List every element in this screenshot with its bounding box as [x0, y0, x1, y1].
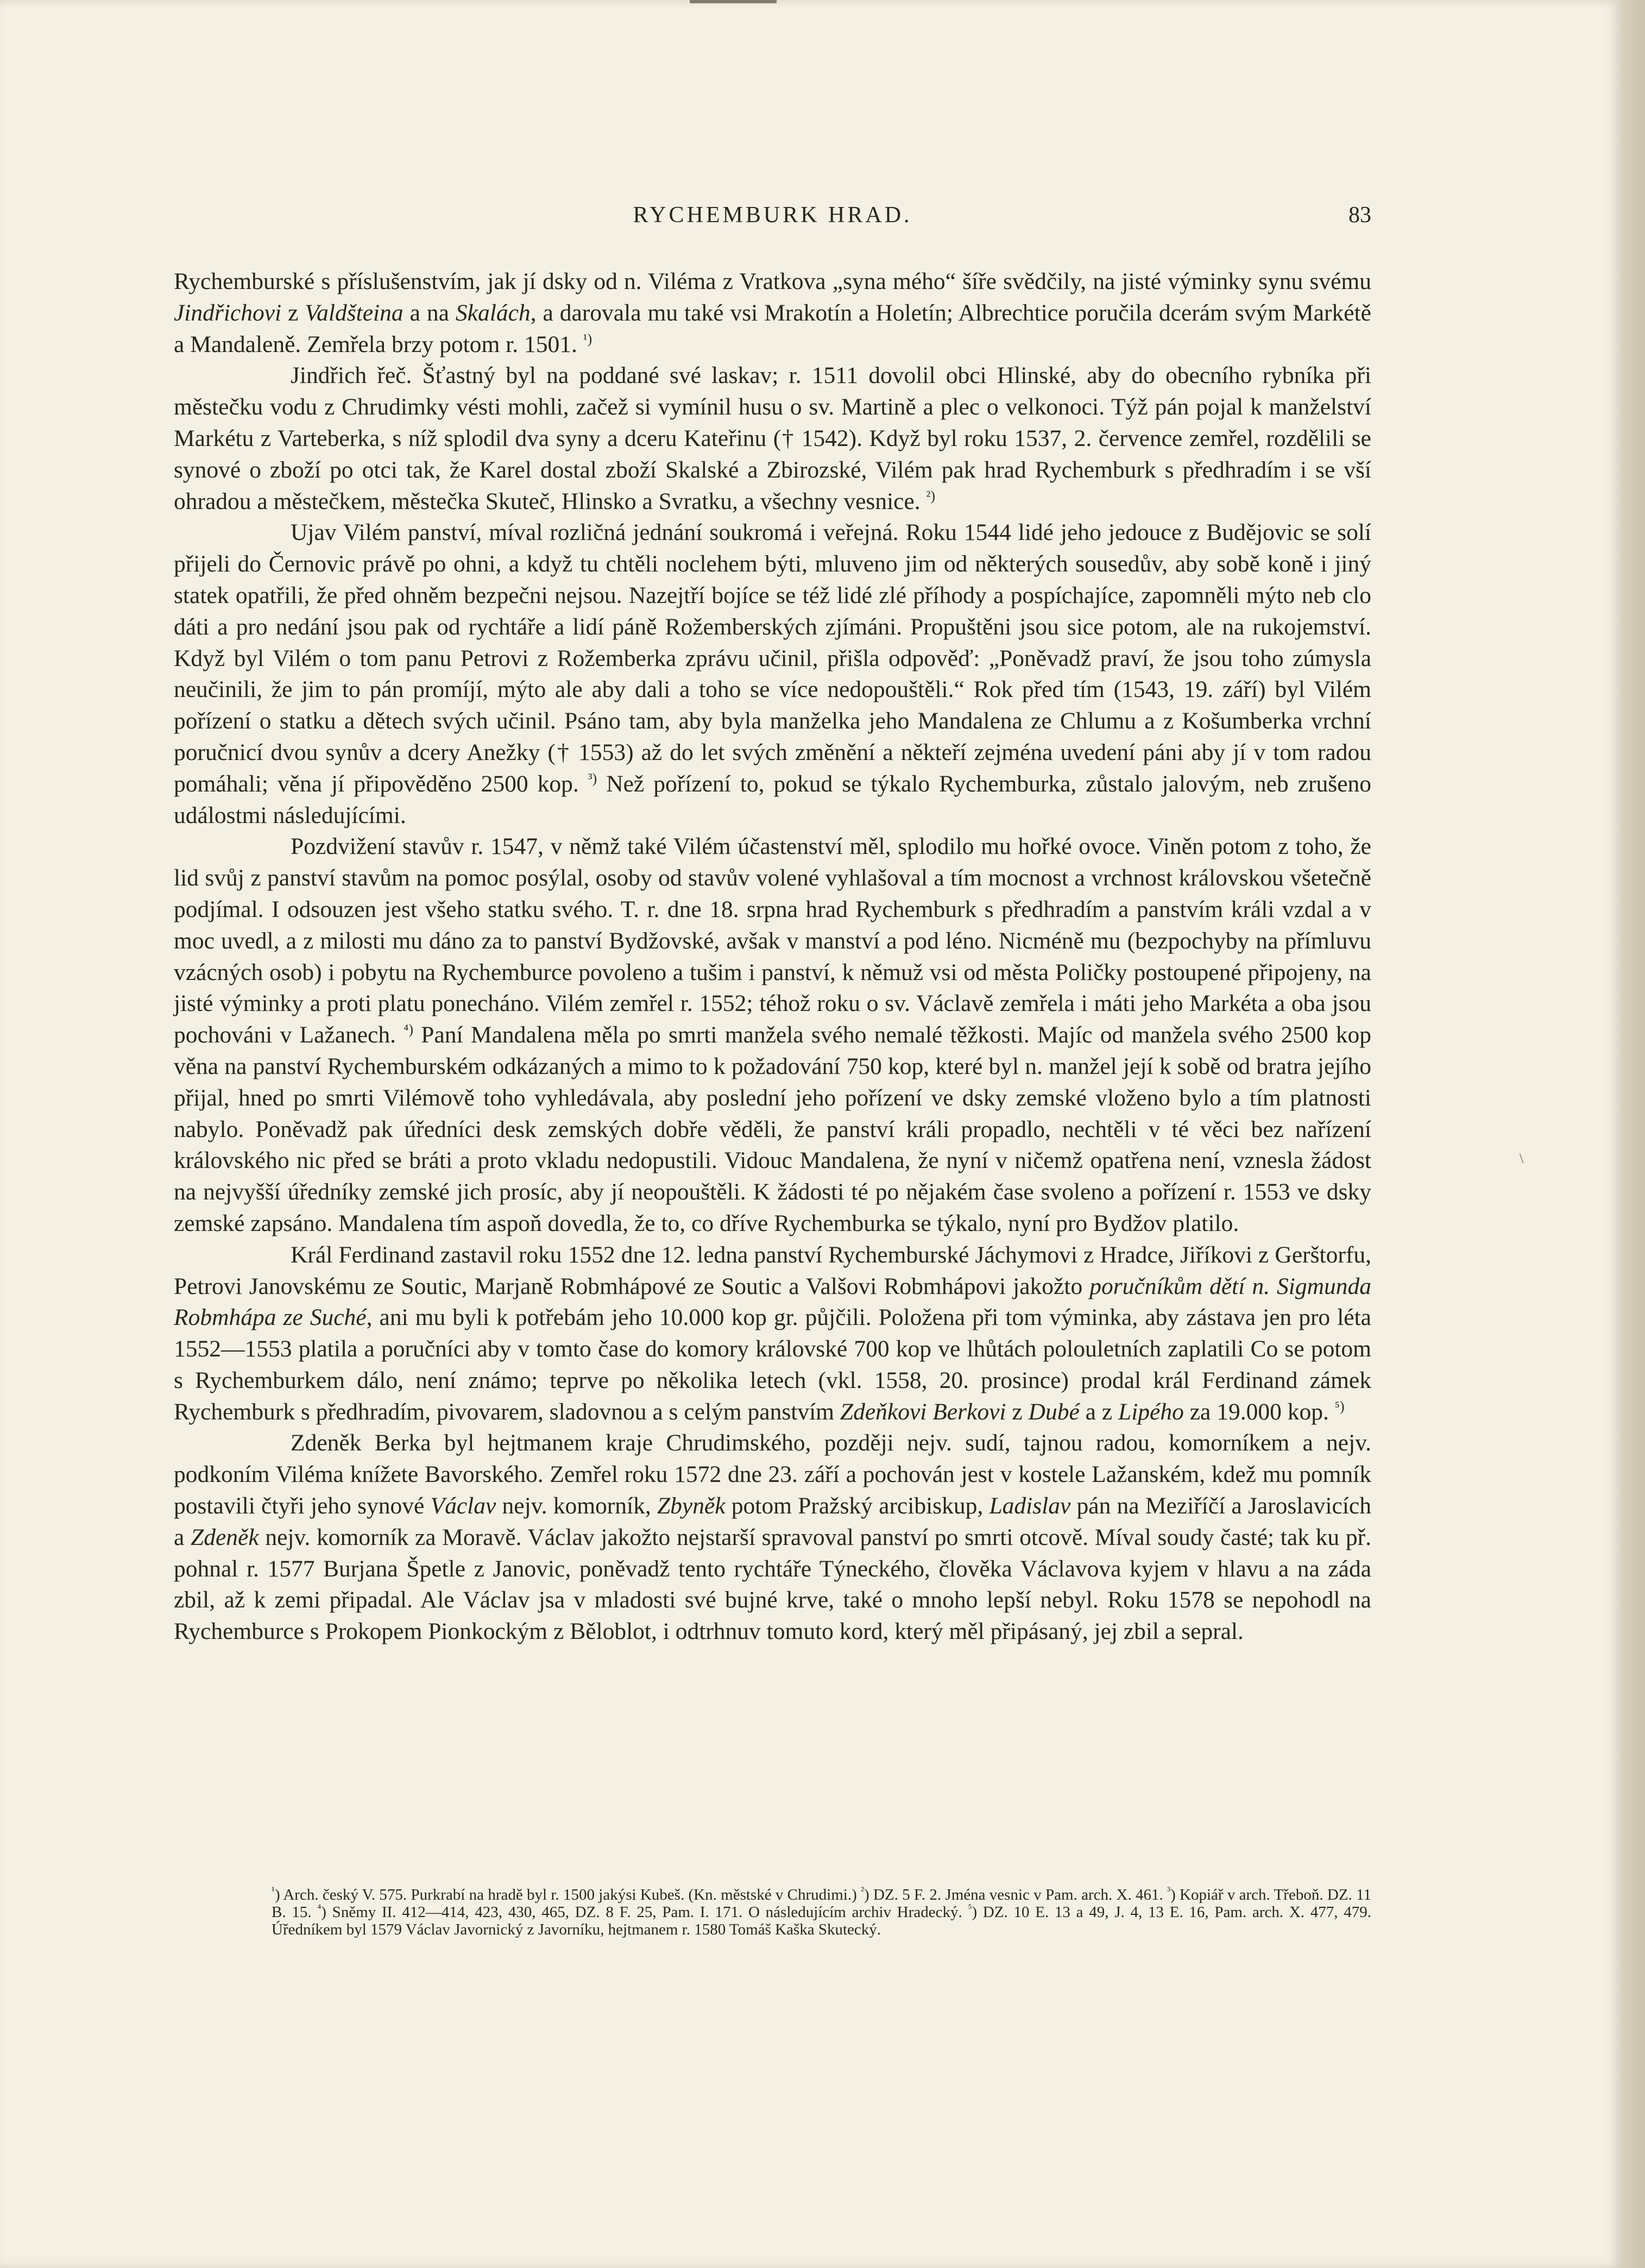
text-run: Paní Mandalena měla po smrti manžela svého nemalé těžkosti. Majíc od manžela svého 2500 kop věna na panství Rychemburském odkázaných a mimo to k požadování 750 kop, které byl n. manžel její k sobě od bratra jejího přijal, hned po smrti Vilémově toho vyhledávala, aby poslední jeho pořízení ve dsky zemské vloženo bylo a tím platnosti nabylo. Poněvadž pak úředníci desk zemských dobře věděli, že panství králi propadlo, nechtěli v té věci bez nařízení královského nic před se bráti a proto vkladu nedopustili. Vidouc Mandalena, že nyní v ničemž opatřena není, vznesla žádost na nejvyšší úředníky zemské jich prosíc, aby jí neopouštěli. K žádosti té po nějakém čase svoleno a pořízení r. 1553 ve dsky zemské zapsáno. Mandalena tím aspoň dovedla, že to, co dříve Rychemburka se týkalo, nyní pro Bydžov platilo.	[174, 1022, 1372, 1236]
italic-name: Valdšteina	[305, 299, 404, 326]
text-run: ) Kopiář v arch. Třeboň. DZ. 11 B. 15.	[272, 1886, 1372, 1921]
footnote-reference: ³	[1167, 1884, 1171, 1897]
text-run: a z	[1079, 1398, 1119, 1425]
text-run: pán na Meziříčí a Jaroslavicích a	[174, 1493, 1371, 1550]
footnote-reference: ²	[861, 1884, 865, 1897]
footnote-reference: ¹)	[583, 331, 593, 347]
text-run: Ujav Vilém panství, míval rozličná jednání soukromá i veřejná. Roku 1544 lidé jeho jedouce z Budějovic se solí přijeli do Černovic právě po ohni, a když tu chtěli noclehem býti, mluveno jim od některých sousedův, aby sobě koně i jiný statek opatřili, že před ohněm bezpečni nejsou. Nazejtří bojíce se též lidé zlé příhody a pospíchajíce, zapomněli mýto neb clo dáti a pro nedání jsou pak od rychtáře a lidí páně Rožemberských zjímáni. Propuštěni jsou sice potom, ale na rukojemství. Když byl Vilém o tom panu Petrovi z Rožemberka zprávu učinil, přišla odpověď: „Poněvadž praví, že jsou toho zúmysla neučinili, že jim to pán promíjí, mýto ale aby dali a toho se více nedopouštěli.“ Rok před tím (1543, 19. září) byl Vilém pořízení o statku a dětech svých učinil. Psáno tam, aby byla manželka jeho Mandalena ze Chlumu a z Košumberka vrchní poručnicí dvou synův a dcery Anežky († 1553) až do let svých změnění a někteří zejména uvedení páni aby jí v tom radou pomáhali; věna jí připověděno 2500 kop.	[174, 519, 1371, 797]
text-run: , a darovala mu také vsi Mrakotín a Holetín; Albrechtice poručila dcerám svým Markétě a Mandaleně. Zemřela brzy potom r. 1501.	[174, 299, 1371, 357]
paragraph	[174, 1240, 1371, 1428]
text-run: potom Pražský arcibiskup,	[725, 1493, 989, 1519]
printing-mark	[690, 0, 777, 3]
page-number: 83	[1348, 203, 1371, 228]
paragraph	[174, 1428, 1371, 1648]
text-run: ) Arch. český V. 575. Purkrabí na hradě byl r. 1500 jakýsi Kubeš. (Kn. městské v Chrudimi.)	[275, 1886, 861, 1903]
italic-name: Jindřichovi	[174, 299, 282, 326]
text-run: Pozdvižení stavův r. 1547, v němž také Vilém účastenství měl, splodilo mu hořké ovoce. Viněn potom z toho, že lid svůj z panství stavům na pomoc posýlal, osoby od stavův volené vyhlašoval a tím mocnost a vrchnost královskou všetečně podjímal. I odsouzen jest všeho statku svého. T. r. dne 18. srpna hrad Rychemburk s předhradím a panstvím králi vzdal a v moc uvedl, a z milosti mu dáno za to panství Bydžovské, avšak v manství a pod léno. Nicméně mu (bezpochyby na přímluvu vzácných osob) i pobytu na Rychemburce povoleno a tušim i panství, k němuž vsi od města Poličky postoupené připojeny, na jisté výminky a proti platu ponecháno. Vilém zemřel r. 1552; téhož roku o sv. Václavě zemřela i máti jeho Markéta a oba jsou pochováni v Lažanech.	[174, 833, 1371, 1048]
text-run: Než pořízení to, pokud se týkalo Rychemburka, zůstalo jalovým, neb zrušeno událostmi následujícími.	[174, 770, 1371, 828]
text-run: za 19.000 kop.	[1183, 1398, 1335, 1425]
footnote-reference: ¹	[272, 1884, 275, 1897]
text-run: , ani mu byli k potřebám jeho 10.000 kop gr. půjčili. Položena při tom výminka, aby zástava jen pro léta 1552—1553 platila a poručníci aby v tomto čase do komory královské 700 kop ve lhůtách polouletních zaplatili Co se potom s Rychemburkem dálo, není známo; teprve po několika letech (vkl. 1558, 20. prosince) prodal král Ferdinand zámek Rychemburk s předhradím, pivovarem, sladovnou a s celým panstvím	[174, 1304, 1371, 1425]
text-run: Zdeněk Berka byl hejtmanem kraje Chrudimského, později nejv. sudí, tajnou radou, komorníkem a nejv. podkoním Viléma knížete Bavorského. Zemřel roku 1572 dne 23. září a pochován jest v kostele Lažanském, kdež mu pomník postavili čtyři jeho synové	[174, 1430, 1371, 1519]
footnote-reference: ⁴	[317, 1902, 322, 1914]
paragraph	[174, 831, 1371, 1239]
page-edge	[1621, 0, 1645, 2268]
footnote-reference: ³)	[588, 770, 597, 787]
italic-name: Ladislav	[989, 1493, 1071, 1519]
text-run: z	[281, 299, 305, 326]
footnotes	[272, 1886, 1371, 1938]
text-run: nejv. komorník,	[496, 1493, 657, 1519]
text-run: Jindřich řeč. Šťastný byl na poddané své laskav; r. 1511 dovolil obci Hlinské, aby do obecního rybníka při městečku vodu z Chrudimky vésti mohli, začež si vymínil husu o sv. Martině a plec o velkonoci. Týž pán pojal k manželství Markétu z Varteberka, s níž splodil dva syny a dceru Kateřinu († 1542). Když byl roku 1537, 2. července zemřel, rozdělili se synové o zboží po otci tak, že Karel dostal zboží Skalské a Zbirozské, Vilém pak hrad Rychemburk s předhradím i se vší ohradou a městečkem, městečka Skuteč, Hlinsko a Svratku, a všechny vesnice.	[174, 362, 1371, 514]
paragraph	[174, 266, 1371, 360]
footnote-reference: ⁵	[968, 1902, 972, 1914]
italic-name: Zdeněk	[191, 1524, 259, 1550]
italic-name: Dubé	[1028, 1398, 1080, 1425]
paragraph	[174, 517, 1371, 831]
italic-name: Zdeňkovi Berkovi	[840, 1398, 1006, 1425]
italic-name: poručníkům dětí n. Sigmunda Robmhápa ze Suché	[174, 1273, 1371, 1331]
footnote-reference: ²)	[926, 488, 935, 504]
italic-name: Zbyněk	[657, 1493, 726, 1519]
text-run: ) Sněmy II. 412—414, 423, 430, 465, DZ. 8 F. 25, Pam. I. 171. O následujícím archiv Hradecký.	[321, 1903, 968, 1921]
text-run: a na	[403, 299, 456, 326]
italic-name: Skalách	[455, 299, 531, 326]
text-run: ) DZ. 5 F. 2. Jména vesnic v Pam. arch. X. 461.	[864, 1886, 1168, 1903]
text-run: Rychemburské s příslušenstvím, jak jí dsky od n. Viléma z Vratkova „syna mého“ šíře svědčily, na jisté výminky synu svému	[174, 268, 1371, 294]
footnote-reference: ⁴)	[404, 1021, 414, 1038]
running-title: RYCHEMBURK HRAD.	[633, 203, 912, 228]
italic-name: Lipého	[1118, 1398, 1184, 1425]
text-run: nejv. komorník za Moravě. Václav jakožto nejstarší spravoval panství po smrti otcově. Míval soudy časté; tak ku př. pohnal r. 1577 Burjana Špetle z Janovic, poněvadž tento rychtáře Týneckého, člověka Václavova kyjem v hlavu a na záda zbil, až k zemi připadal. Ale Václav jsa v mladosti své bujné krve, také o mnoho lepší nebyl. Roku 1578 se nepohodl na Rychemburce s Prokopem Pionkockým z Běloblot, i odtrhnuv tomuto kord, který měl připásaný, jej zbil a sepral.	[174, 1524, 1371, 1645]
italic-name: Václav	[430, 1493, 496, 1519]
margin-mark: \	[1520, 1151, 1524, 1166]
paragraph	[174, 360, 1371, 517]
text-run: ) DZ. 10 E. 13 a 49, J. 4, 13 E. 16, Pam. arch. X. 477, 479. Úředníkem byl 1579 Václav Javornický z Javorníku, hejtmanem r. 1580 Tomáš Kaška Skutecký.	[272, 1903, 1371, 1938]
text-run: z	[1006, 1398, 1029, 1425]
page-header	[174, 202, 1371, 240]
text-run: Král Ferdinand zastavil roku 1552 dne 12. ledna panství Rychemburské Jáchymovi z Hradce, Jiříkovi z Gerštorfu, Petrovi Janovskému ze Soutic, Marjaně Robmhápové ze Soutic a Valšovi Robmhápovi jakožto	[174, 1241, 1371, 1299]
footnote-reference: ⁵)	[1334, 1398, 1345, 1415]
body-text	[174, 266, 1371, 1648]
